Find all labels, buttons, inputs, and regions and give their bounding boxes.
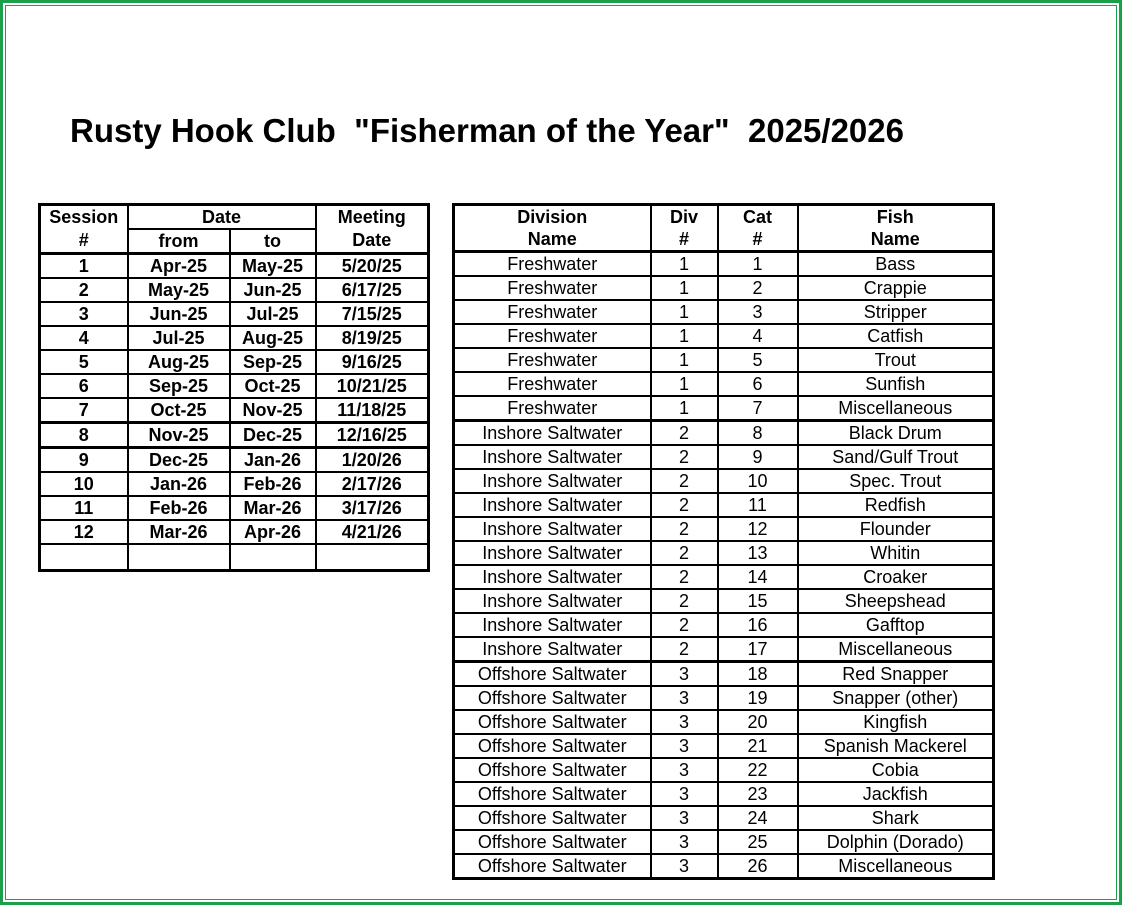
session-row: [40, 302, 429, 326]
cat-number-cell: 2: [718, 276, 798, 300]
session-number-cell: 2: [40, 278, 128, 302]
fish-table: [452, 203, 995, 880]
session-row: [40, 448, 429, 473]
meeting-date-cell: 12/16/25: [316, 423, 429, 448]
meeting-date-cell: 5/20/25: [316, 254, 429, 279]
div-number-cell: 2: [651, 541, 718, 565]
div-number-cell: 1: [651, 324, 718, 348]
session-number-cell: 11: [40, 496, 128, 520]
fish-name-cell: Miscellaneous: [798, 396, 994, 421]
fish-name-cell: Flounder: [798, 517, 994, 541]
fish-row: [454, 662, 994, 687]
to-date-cell: May-25: [230, 254, 316, 279]
fish-name-header: Name: [798, 228, 994, 252]
div-number-cell: 2: [651, 613, 718, 637]
division-name-cell: Inshore Saltwater: [454, 469, 651, 493]
cat-number-cell: 1: [718, 252, 798, 277]
fish-row: [454, 300, 994, 324]
from-date-cell: Apr-25: [128, 254, 230, 279]
division-name-cell: Inshore Saltwater: [454, 445, 651, 469]
empty-cell: [40, 544, 128, 571]
session-number-cell: 6: [40, 374, 128, 398]
from-date-cell: Jun-25: [128, 302, 230, 326]
meeting-date-cell: 2/17/26: [316, 472, 429, 496]
fish-row: [454, 276, 994, 300]
fish-name-cell: Snapper (other): [798, 686, 994, 710]
division-name-cell: Freshwater: [454, 276, 651, 300]
session-row: [40, 398, 429, 423]
fish-name-cell: Sand/Gulf Trout: [798, 445, 994, 469]
to-date-cell: Jul-25: [230, 302, 316, 326]
from-date-cell: May-25: [128, 278, 230, 302]
fish-row: [454, 806, 994, 830]
cat-number-cell: 16: [718, 613, 798, 637]
to-date-cell: Aug-25: [230, 326, 316, 350]
fish-name-cell: Trout: [798, 348, 994, 372]
fish-row: [454, 252, 994, 277]
to-date-cell: Jan-26: [230, 448, 316, 473]
fish-row: [454, 445, 994, 469]
division-name-cell: Inshore Saltwater: [454, 589, 651, 613]
fish-row: [454, 710, 994, 734]
fish-row: [454, 396, 994, 421]
empty-cell: [128, 544, 230, 571]
cat-number-cell: 19: [718, 686, 798, 710]
session-row: [40, 350, 429, 374]
cat-number-cell: 14: [718, 565, 798, 589]
div-number-cell: 2: [651, 421, 718, 446]
fish-row: [454, 348, 994, 372]
division-name-cell: Inshore Saltwater: [454, 517, 651, 541]
meeting-date-cell: 4/21/26: [316, 520, 429, 544]
to-date-cell: Feb-26: [230, 472, 316, 496]
fish-row: [454, 613, 994, 637]
to-date-cell: Sep-25: [230, 350, 316, 374]
from-date-cell: Nov-25: [128, 423, 230, 448]
division-name-cell: Freshwater: [454, 372, 651, 396]
division-name-cell: Freshwater: [454, 396, 651, 421]
meeting-date-cell: 9/16/25: [316, 350, 429, 374]
cat-number-header: #: [718, 228, 798, 252]
cat-number-cell: 26: [718, 854, 798, 879]
session-number-cell: 4: [40, 326, 128, 350]
session-number-cell: 9: [40, 448, 128, 473]
division-name-cell: Offshore Saltwater: [454, 830, 651, 854]
from-date-cell: Aug-25: [128, 350, 230, 374]
cat-number-cell: 11: [718, 493, 798, 517]
meeting-date-cell: 3/17/26: [316, 496, 429, 520]
fish-header-row-2: [454, 228, 994, 252]
session-row: [40, 472, 429, 496]
fish-row: [454, 782, 994, 806]
cat-number-cell: 23: [718, 782, 798, 806]
fish-header-row-1: [454, 205, 994, 229]
division-header: Division: [454, 205, 651, 229]
cat-number-cell: 25: [718, 830, 798, 854]
div-number-header: #: [651, 228, 718, 252]
from-header: from: [128, 229, 230, 254]
fish-name-cell: Croaker: [798, 565, 994, 589]
from-date-cell: Mar-26: [128, 520, 230, 544]
fish-row: [454, 734, 994, 758]
session-row: [40, 520, 429, 544]
session-number-header: #: [40, 229, 128, 254]
division-name-header: Name: [454, 228, 651, 252]
cat-number-cell: 6: [718, 372, 798, 396]
session-row-empty: [40, 544, 429, 571]
fish-name-cell: Black Drum: [798, 421, 994, 446]
fish-row: [454, 493, 994, 517]
cat-number-cell: 8: [718, 421, 798, 446]
cat-number-cell: 21: [718, 734, 798, 758]
div-number-cell: 2: [651, 445, 718, 469]
division-name-cell: Offshore Saltwater: [454, 710, 651, 734]
to-date-cell: Dec-25: [230, 423, 316, 448]
from-date-cell: Jan-26: [128, 472, 230, 496]
cat-number-cell: 15: [718, 589, 798, 613]
div-number-cell: 1: [651, 372, 718, 396]
div-number-cell: 3: [651, 830, 718, 854]
meeting-header: Meeting: [316, 205, 429, 230]
division-name-cell: Offshore Saltwater: [454, 782, 651, 806]
cat-number-cell: 9: [718, 445, 798, 469]
cat-number-cell: 22: [718, 758, 798, 782]
to-date-cell: Jun-25: [230, 278, 316, 302]
fish-name-cell: Crappie: [798, 276, 994, 300]
division-name-cell: Offshore Saltwater: [454, 758, 651, 782]
session-header: Session: [40, 205, 128, 230]
division-name-cell: Offshore Saltwater: [454, 806, 651, 830]
cat-number-cell: 4: [718, 324, 798, 348]
division-name-cell: Inshore Saltwater: [454, 493, 651, 517]
from-date-cell: Sep-25: [128, 374, 230, 398]
fish-name-cell: Spec. Trout: [798, 469, 994, 493]
from-date-cell: Oct-25: [128, 398, 230, 423]
cat-number-cell: 12: [718, 517, 798, 541]
division-name-cell: Offshore Saltwater: [454, 686, 651, 710]
div-number-cell: 1: [651, 348, 718, 372]
division-name-cell: Freshwater: [454, 348, 651, 372]
div-number-cell: 3: [651, 854, 718, 879]
cat-number-cell: 18: [718, 662, 798, 687]
fish-header: Fish: [798, 205, 994, 229]
to-date-cell: Oct-25: [230, 374, 316, 398]
division-name-cell: Offshore Saltwater: [454, 854, 651, 879]
fish-name-cell: Shark: [798, 806, 994, 830]
cat-header: Cat: [718, 205, 798, 229]
div-number-cell: 2: [651, 469, 718, 493]
from-date-cell: Jul-25: [128, 326, 230, 350]
div-number-cell: 3: [651, 758, 718, 782]
fish-name-cell: Sunfish: [798, 372, 994, 396]
meeting-date-cell: 8/19/25: [316, 326, 429, 350]
meeting-date-cell: 11/18/25: [316, 398, 429, 423]
fish-row: [454, 758, 994, 782]
div-number-cell: 2: [651, 517, 718, 541]
fish-name-cell: Gafftop: [798, 613, 994, 637]
empty-cell: [316, 544, 429, 571]
cat-number-cell: 7: [718, 396, 798, 421]
session-number-cell: 1: [40, 254, 128, 279]
fish-name-cell: Redfish: [798, 493, 994, 517]
div-number-cell: 2: [651, 565, 718, 589]
cat-number-cell: 24: [718, 806, 798, 830]
fish-name-cell: Spanish Mackerel: [798, 734, 994, 758]
fish-name-cell: Miscellaneous: [798, 854, 994, 879]
fish-row: [454, 372, 994, 396]
fish-name-cell: Jackfish: [798, 782, 994, 806]
div-number-cell: 1: [651, 252, 718, 277]
session-number-cell: 12: [40, 520, 128, 544]
session-row: [40, 278, 429, 302]
sessions-header-row-1: [40, 205, 429, 230]
fish-name-cell: Dolphin (Dorado): [798, 830, 994, 854]
fish-name-cell: Catfish: [798, 324, 994, 348]
session-row: [40, 254, 429, 279]
division-name-cell: Inshore Saltwater: [454, 637, 651, 662]
div-number-cell: 3: [651, 686, 718, 710]
date-header: Date: [128, 205, 316, 230]
div-number-cell: 3: [651, 710, 718, 734]
division-name-cell: Inshore Saltwater: [454, 613, 651, 637]
fish-row: [454, 517, 994, 541]
to-date-cell: Mar-26: [230, 496, 316, 520]
div-number-cell: 1: [651, 276, 718, 300]
fish-row: [454, 469, 994, 493]
div-number-cell: 2: [651, 637, 718, 662]
session-row: [40, 326, 429, 350]
meeting-date-cell: 6/17/25: [316, 278, 429, 302]
to-date-cell: Nov-25: [230, 398, 316, 423]
fish-row: [454, 637, 994, 662]
session-row: [40, 374, 429, 398]
fish-name-cell: Kingfish: [798, 710, 994, 734]
division-name-cell: Inshore Saltwater: [454, 421, 651, 446]
div-number-cell: 1: [651, 396, 718, 421]
fish-name-cell: Sheepshead: [798, 589, 994, 613]
fish-name-cell: Red Snapper: [798, 662, 994, 687]
div-number-cell: 1: [651, 300, 718, 324]
fish-name-cell: Stripper: [798, 300, 994, 324]
page-title: Rusty Hook Club "Fisherman of the Year" 2025/2026: [70, 112, 904, 149]
div-number-cell: 2: [651, 589, 718, 613]
to-date-cell: Apr-26: [230, 520, 316, 544]
meeting-date-cell: 7/15/25: [316, 302, 429, 326]
fish-name-cell: Cobia: [798, 758, 994, 782]
division-name-cell: Offshore Saltwater: [454, 734, 651, 758]
division-name-cell: Freshwater: [454, 252, 651, 277]
session-number-cell: 8: [40, 423, 128, 448]
cat-number-cell: 17: [718, 637, 798, 662]
empty-cell: [230, 544, 316, 571]
from-date-cell: Dec-25: [128, 448, 230, 473]
div-header: Div: [651, 205, 718, 229]
cat-number-cell: 10: [718, 469, 798, 493]
to-header: to: [230, 229, 316, 254]
div-number-cell: 2: [651, 493, 718, 517]
div-number-cell: 3: [651, 782, 718, 806]
session-number-cell: 10: [40, 472, 128, 496]
meeting-date-cell: 10/21/25: [316, 374, 429, 398]
fish-row: [454, 686, 994, 710]
cat-number-cell: 20: [718, 710, 798, 734]
cat-number-cell: 13: [718, 541, 798, 565]
fish-row: [454, 565, 994, 589]
fish-row: [454, 854, 994, 879]
fish-row: [454, 324, 994, 348]
fish-row: [454, 589, 994, 613]
session-row: [40, 496, 429, 520]
fish-row: [454, 421, 994, 446]
cat-number-cell: 3: [718, 300, 798, 324]
fish-name-cell: Miscellaneous: [798, 637, 994, 662]
session-number-cell: 3: [40, 302, 128, 326]
fish-row: [454, 830, 994, 854]
sessions-table: [38, 203, 430, 572]
div-number-cell: 3: [651, 734, 718, 758]
div-number-cell: 3: [651, 662, 718, 687]
div-number-cell: 3: [651, 806, 718, 830]
fish-name-cell: Whitin: [798, 541, 994, 565]
meeting-date-header: Date: [316, 229, 429, 254]
from-date-cell: Feb-26: [128, 496, 230, 520]
session-row: [40, 423, 429, 448]
fish-row: [454, 541, 994, 565]
sessions-header-row-2: [40, 229, 429, 254]
division-name-cell: Freshwater: [454, 324, 651, 348]
session-number-cell: 7: [40, 398, 128, 423]
division-name-cell: Inshore Saltwater: [454, 565, 651, 589]
division-name-cell: Offshore Saltwater: [454, 662, 651, 687]
fish-name-cell: Bass: [798, 252, 994, 277]
meeting-date-cell: 1/20/26: [316, 448, 429, 473]
session-number-cell: 5: [40, 350, 128, 374]
division-name-cell: Inshore Saltwater: [454, 541, 651, 565]
cat-number-cell: 5: [718, 348, 798, 372]
division-name-cell: Freshwater: [454, 300, 651, 324]
